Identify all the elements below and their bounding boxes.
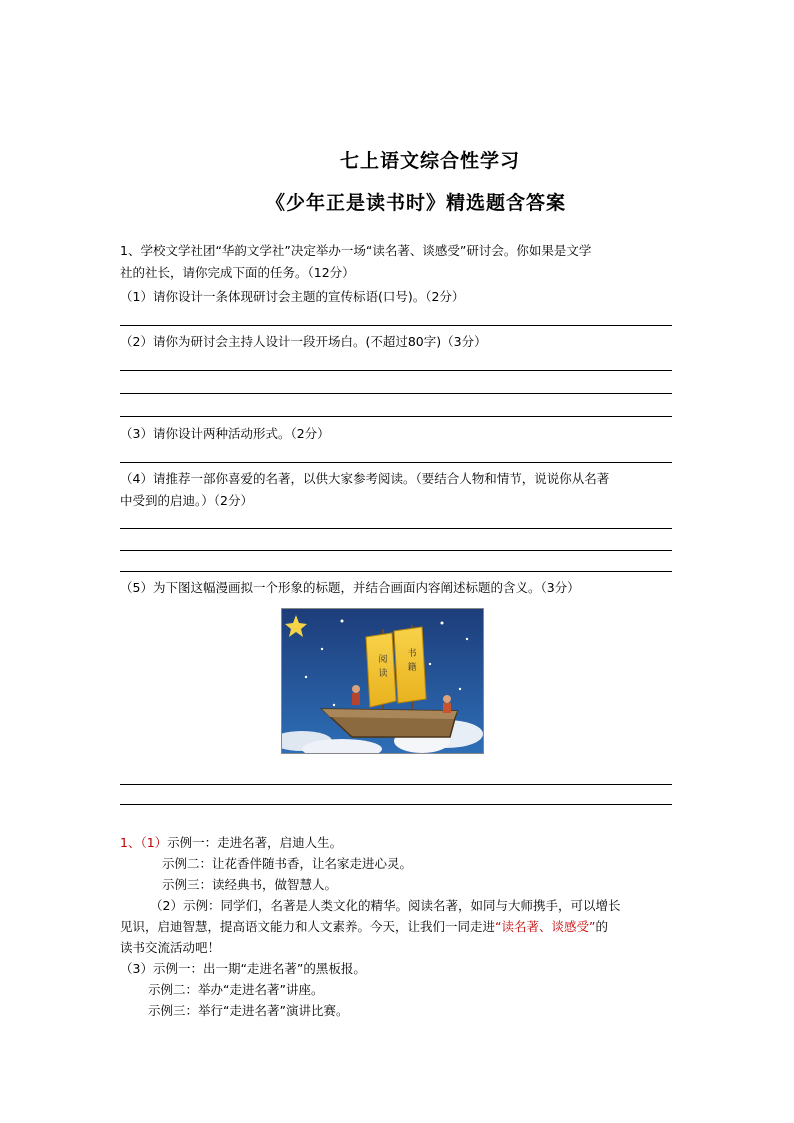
subquestion-4-line1: （4）请推荐一部你喜爱的名著，以供大家参考阅读。（要结合人物和情节，说说你从名著 [120, 471, 610, 486]
answer-line [120, 550, 672, 551]
subquestion-1: （1）请你设计一条体现研讨会主题的宣传标语(口号)。（2分） [120, 289, 465, 304]
answer-line [120, 462, 672, 463]
sail-left-char-1: 阅 [378, 655, 388, 665]
sail-right-char-2: 籍 [407, 663, 417, 673]
answer-1-example-2: 示例二：让花香伴随书香，让名家走进心灵。 [162, 856, 413, 871]
comic-boat-image [282, 609, 484, 754]
comic-illustration [281, 608, 484, 754]
answer-2-line2 [120, 916, 608, 937]
sail-left-char-2: 读 [378, 669, 388, 679]
sail-left-text [374, 653, 392, 681]
page-subtitle: 《少年正是读书时》精选题含答案 [265, 192, 566, 214]
page-title: 七上语文综合性学习 [339, 150, 520, 172]
answer-line [120, 784, 672, 785]
answer-3-example-3: 示例三：举行“走进名著”演讲比赛。 [148, 1003, 349, 1018]
answer-2-line2-end: 的 [595, 919, 608, 934]
answer-2-line3: 读书交流活动吧！ [120, 940, 221, 955]
answer-2-line1 [150, 895, 620, 916]
answer-2-prefix: （2） [150, 898, 183, 913]
sail-right-char-1: 书 [407, 649, 417, 659]
question-intro-line2: 社的社长，请你完成下面的任务。（12分） [120, 265, 355, 280]
answer-1-example-1: 示例一：走进名著，启迪人生。 [167, 835, 343, 850]
answer-3-example-1: 示例一：出一期“走进名著”的黑板报。 [152, 961, 366, 976]
answer-3-prefix: （3） [120, 961, 153, 976]
subquestion-3: （3）请你设计两种活动形式。（2分） [120, 426, 330, 441]
answer-3-line [120, 958, 366, 979]
subquestion-2: （2）请你为研讨会主持人设计一段开场白。(不超过80字)（3分） [120, 334, 487, 349]
answer-line [120, 804, 672, 805]
answer-2-line2-text: 见识，启迪智慧，提高语文能力和人文素养。今天，让我们一同走进 [120, 919, 496, 934]
answer-line [120, 370, 672, 371]
answer-line [120, 571, 672, 572]
answer-1-prefix: 1、（1） [120, 835, 168, 850]
answer-1-example-3: 示例三：读经典书，做智慧人。 [162, 877, 338, 892]
answer-line [120, 416, 672, 417]
answer-2-highlight: “读名著、谈感受” [495, 919, 596, 934]
answer-line [120, 393, 672, 394]
subquestion-4-line2: 中受到的启迪。）（2分） [120, 493, 253, 508]
question-intro-line1: 1、学校文学社团“华韵文学社”决定举办一场“读名著、谈感受”研讨会。你如果是文学 [120, 243, 592, 258]
answer-1-line [120, 832, 342, 853]
answer-line [120, 528, 672, 529]
sail-right-text [403, 647, 421, 675]
answer-2-text: 示例：同学们，名著是人类文化的精华。阅读名著，如同与大师携手，可以增长 [182, 898, 621, 913]
answer-line [120, 325, 672, 326]
subquestion-5: （5）为下图这幅漫画拟一个形象的标题，并结合画面内容阐述标题的含义。（3分） [120, 580, 580, 595]
answer-3-example-2: 示例二：举办“走进名著”讲座。 [148, 982, 324, 997]
